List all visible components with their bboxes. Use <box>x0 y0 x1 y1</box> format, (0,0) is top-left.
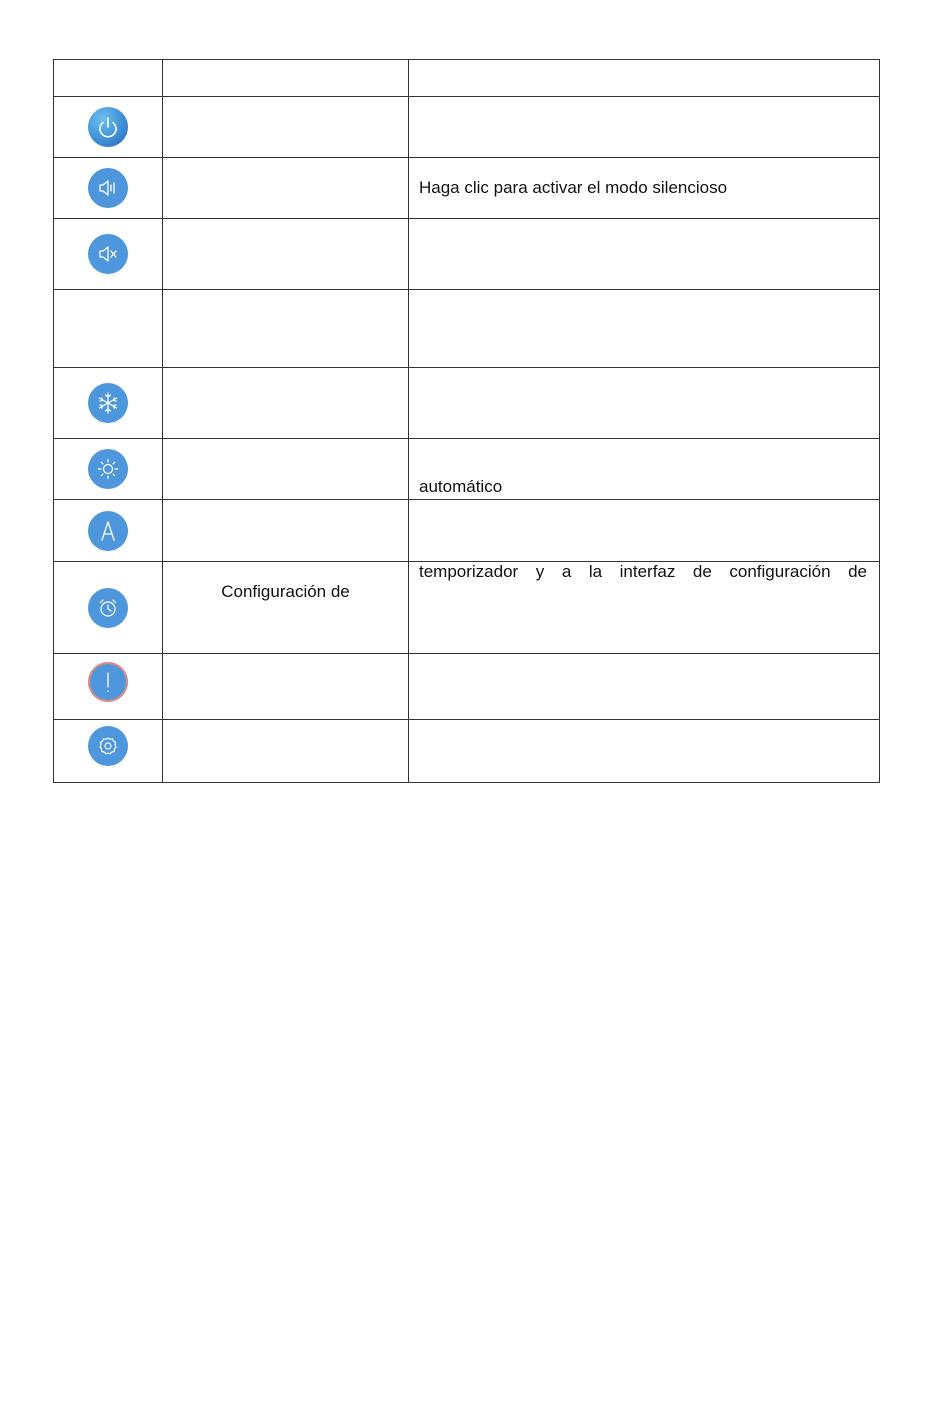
row-name <box>163 290 409 368</box>
table-row <box>54 720 880 783</box>
row-name <box>163 158 409 219</box>
icon-cell <box>54 219 163 290</box>
row-description: automático <box>409 439 880 500</box>
table-row <box>54 158 880 219</box>
exclamation-icon[interactable] <box>88 662 128 702</box>
header-cell-name <box>163 60 409 97</box>
row-name <box>163 720 409 783</box>
header-cell-icon <box>54 60 163 97</box>
icon-cell <box>54 500 163 562</box>
row-description: Haga clic para activar el modo silencioso <box>409 158 880 219</box>
letter-a-icon[interactable] <box>88 511 128 551</box>
row-name <box>163 654 409 720</box>
row-description: temporizador y a la interfaz de configuración de <box>409 562 880 654</box>
speaker-sound-icon[interactable] <box>88 168 128 208</box>
table-row <box>54 290 880 368</box>
row-description <box>409 500 880 562</box>
table-row <box>54 500 880 562</box>
sun-icon[interactable] <box>88 449 128 489</box>
row-name <box>163 97 409 158</box>
row-description <box>409 654 880 720</box>
icon-cell <box>54 439 163 500</box>
row-description <box>409 368 880 439</box>
icon-cell <box>54 290 163 368</box>
table-row <box>54 219 880 290</box>
table-row <box>54 368 880 439</box>
alarm-clock-icon[interactable] <box>88 588 128 628</box>
table-row <box>54 97 880 158</box>
icon-cell <box>54 158 163 219</box>
table-row <box>54 654 880 720</box>
icon-cell <box>54 654 163 720</box>
row-description <box>409 290 880 368</box>
table-row <box>54 562 880 654</box>
icon-cell <box>54 720 163 783</box>
row-name: Configuración de <box>163 562 409 654</box>
icon-cell <box>54 562 163 654</box>
icon-reference-table <box>53 59 880 783</box>
power-icon[interactable] <box>88 107 128 147</box>
speaker-mute-icon[interactable] <box>88 234 128 274</box>
row-description <box>409 720 880 783</box>
row-name <box>163 368 409 439</box>
row-name <box>163 500 409 562</box>
row-description <box>409 97 880 158</box>
table-row <box>54 439 880 500</box>
icon-cell <box>54 368 163 439</box>
row-description <box>409 219 880 290</box>
gear-icon[interactable] <box>88 726 128 766</box>
row-name <box>163 219 409 290</box>
snowflake-icon[interactable] <box>88 383 128 423</box>
row-name <box>163 439 409 500</box>
icon-cell <box>54 97 163 158</box>
header-cell-description <box>409 60 880 97</box>
table-header-row <box>54 60 880 97</box>
